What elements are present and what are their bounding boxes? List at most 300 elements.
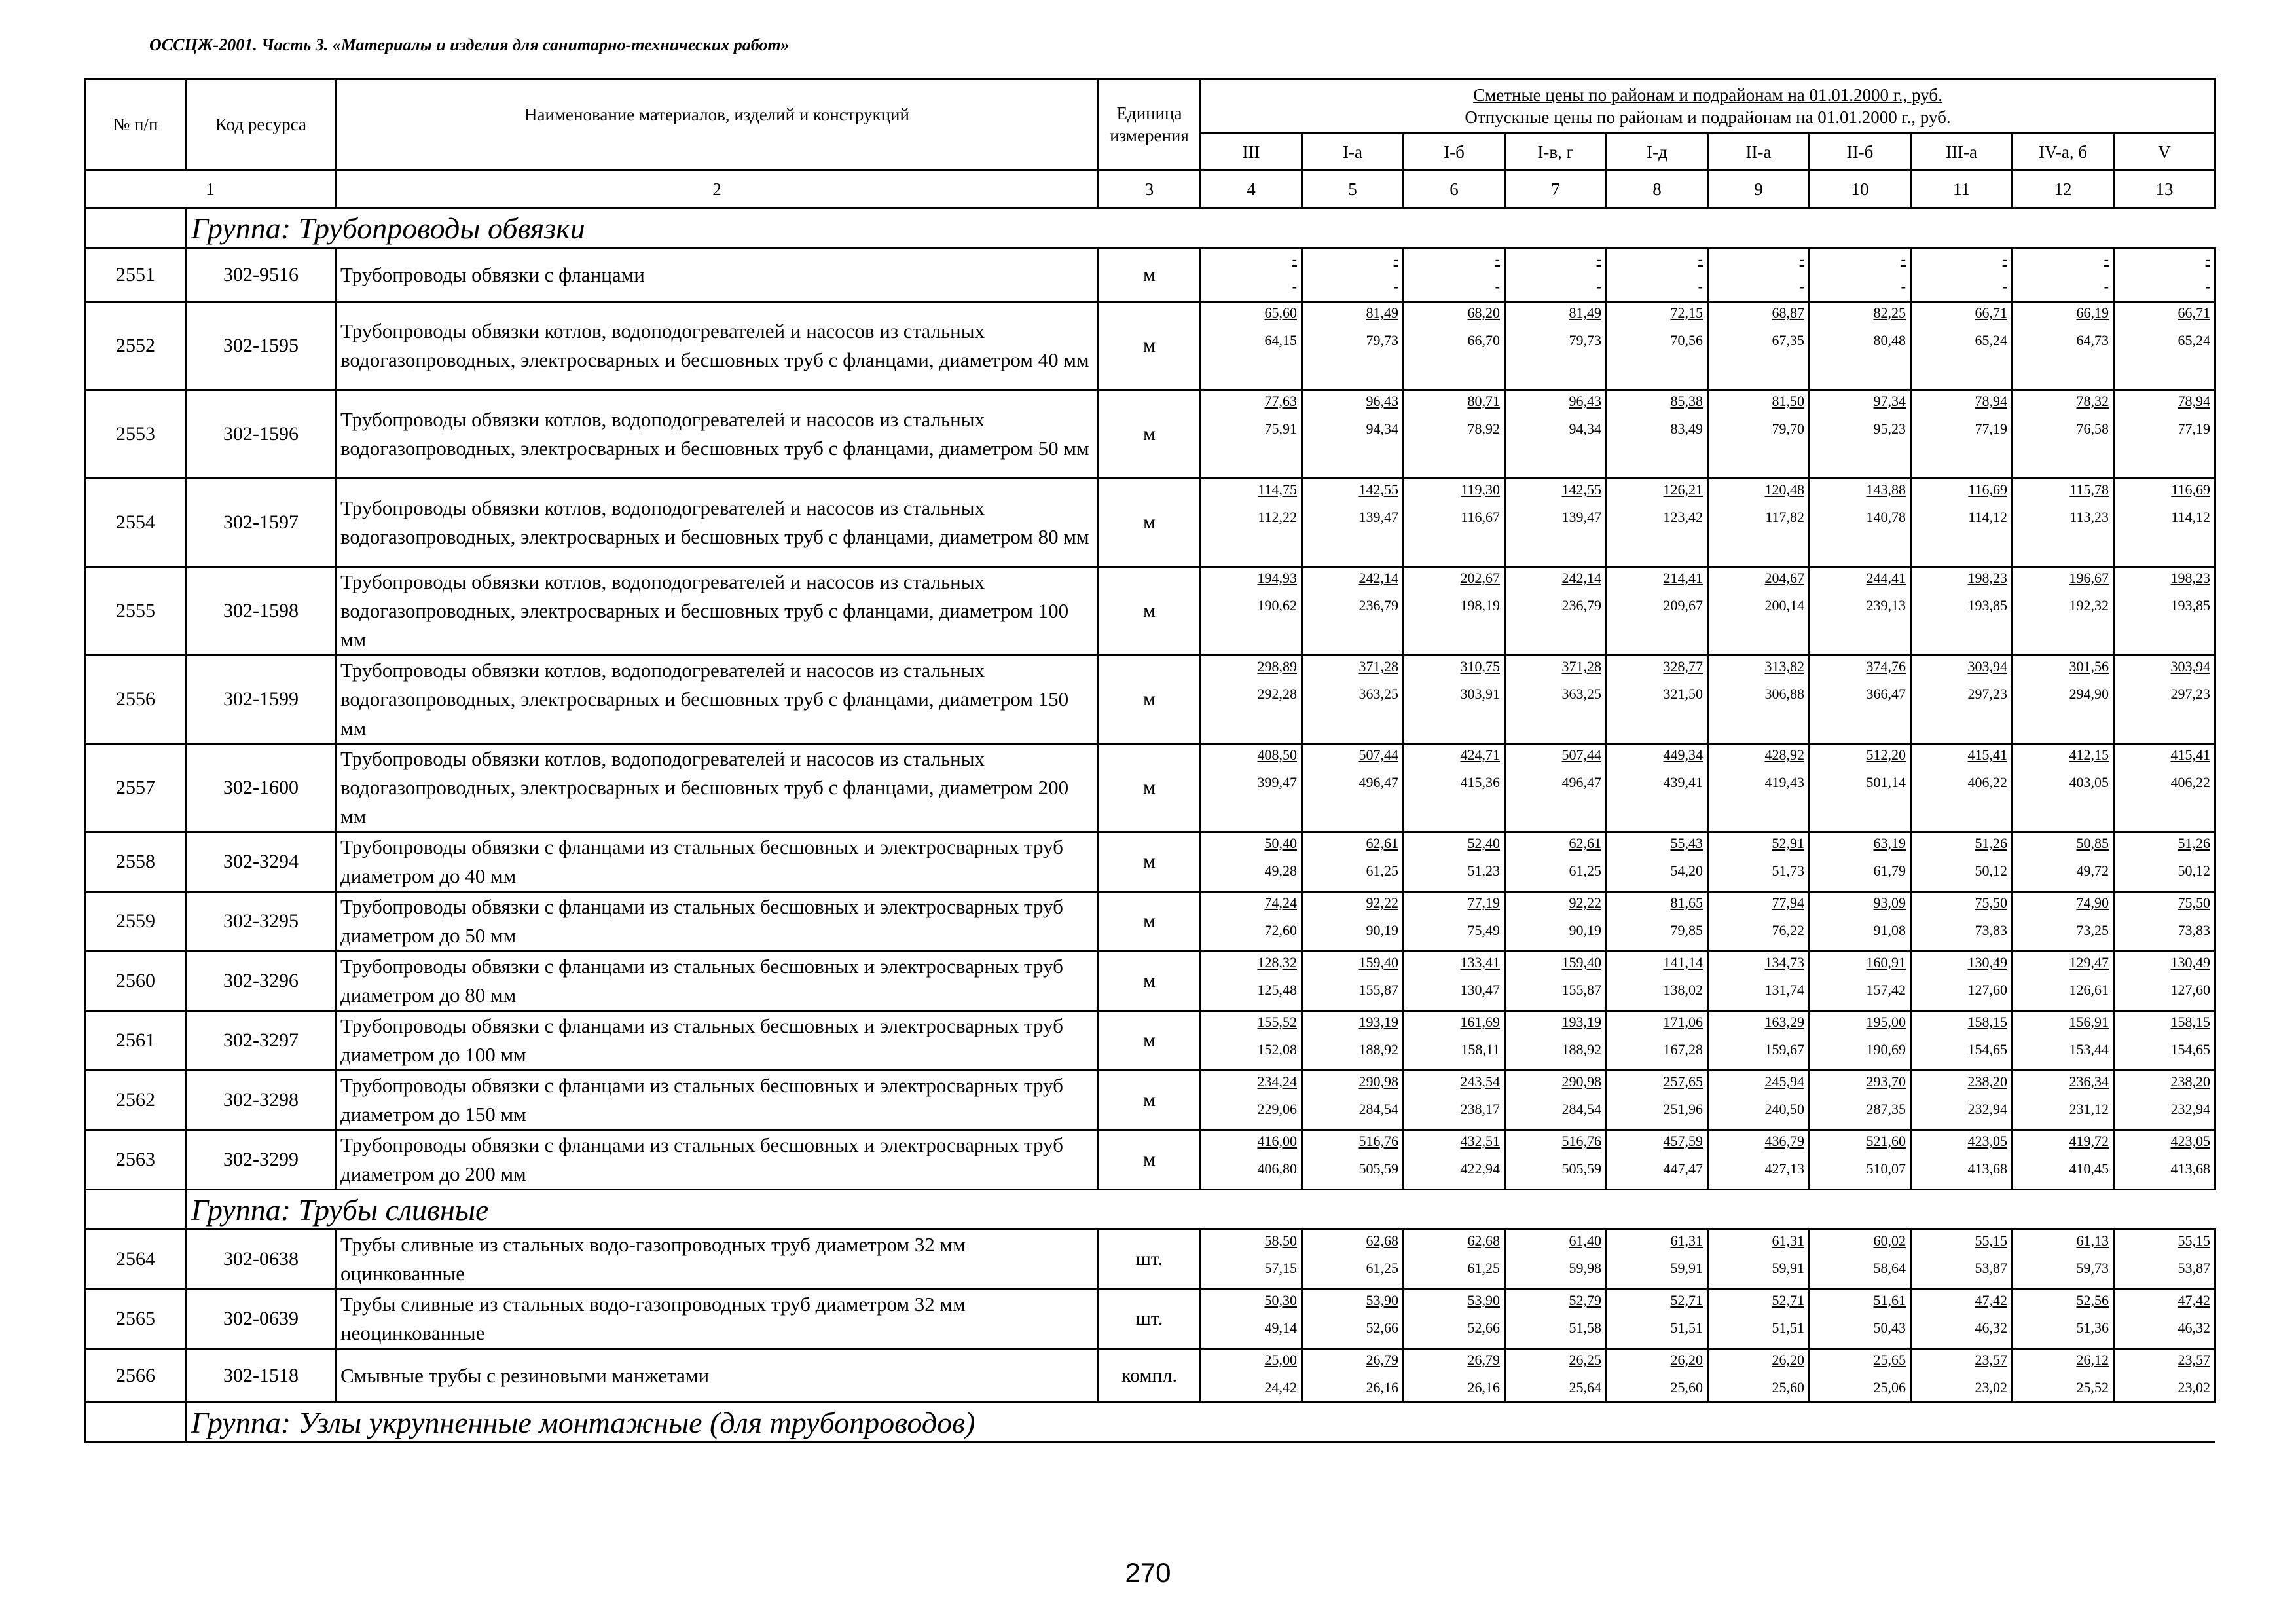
estimate-price: 114,75 — [1258, 481, 1297, 498]
release-price: 496,47 — [1358, 774, 1398, 790]
release-price: 155,87 — [1561, 982, 1601, 998]
estimate-price: 198,23 — [2170, 570, 2210, 586]
item-name: Трубопроводы обвязки котлов, водоподогревателей и насосов из стальных водогазопроводных, электросварных и бесшовных труб с фланцами, диаметром 50 мм — [336, 390, 1099, 479]
price-cell — [1404, 1130, 1505, 1190]
prices-estimate-label: Сметные цены по районам и подрайонам на 01.01.2000 г., руб. — [1473, 85, 1942, 105]
release-price: 26,16 — [1467, 1379, 1500, 1395]
price-cell — [1201, 1011, 1302, 1071]
release-price: 251,96 — [1663, 1101, 1703, 1117]
price-cell — [1810, 1349, 1911, 1403]
estimate-price: 449,34 — [1663, 747, 1703, 763]
estimate-price: 61,13 — [2076, 1232, 2109, 1249]
release-price: 138,02 — [1663, 982, 1703, 998]
row-number: 2553 — [85, 390, 187, 479]
item-name: Трубопроводы обвязки котлов, водоподогревателей и насосов из стальных водогазопроводных, электросварных и бесшовных труб с фланцами, диаметром 40 мм — [336, 302, 1099, 390]
col-header-region: I-в, г — [1505, 134, 1607, 170]
price-cell — [1404, 1230, 1505, 1289]
release-price: - — [1495, 278, 1500, 295]
release-price: 154,65 — [1967, 1041, 2007, 1058]
price-cell — [2114, 1230, 2215, 1289]
estimate-price: 55,15 — [2178, 1232, 2210, 1249]
release-price: 510,07 — [1866, 1160, 1906, 1177]
resource-code: 302-3297 — [187, 1011, 336, 1071]
estimate-price: 55,15 — [1975, 1232, 2007, 1249]
price-cell — [1810, 951, 1911, 1011]
release-price: 192,32 — [2069, 597, 2109, 614]
release-price: 229,06 — [1257, 1101, 1297, 1117]
estimate-price: 77,19 — [1467, 895, 1500, 911]
release-price: 363,25 — [1358, 686, 1398, 702]
price-cell — [1302, 1011, 1404, 1071]
price-cell — [1505, 1230, 1607, 1289]
price-cell — [1810, 248, 1911, 302]
item-name: Трубопроводы обвязки котлов, водоподогревателей и насосов из стальных водогазопроводных, электросварных и бесшовных труб с фланцами, диаметром 150 мм — [336, 655, 1099, 744]
price-cell — [1404, 1289, 1505, 1349]
price-cell — [1404, 892, 1505, 951]
price-cell — [1201, 1230, 1302, 1289]
estimate-price: 92,22 — [1569, 895, 1601, 911]
estimate-price: 81,65 — [1670, 895, 1703, 911]
release-price: 240,50 — [1764, 1101, 1804, 1117]
price-cell — [1505, 1349, 1607, 1403]
group-spacer — [85, 1403, 187, 1443]
unit-cell: м — [1099, 655, 1201, 744]
price-cell — [1302, 479, 1404, 567]
price-cell — [1810, 1011, 1911, 1071]
release-price: 79,73 — [1366, 332, 1398, 348]
item-name: Трубопроводы обвязки котлов, водоподогревателей и насосов из стальных водогазопроводных, электросварных и бесшовных труб с фланцами, диаметром 100 мм — [336, 567, 1099, 655]
estimate-price: 26,79 — [1467, 1352, 1500, 1368]
estimate-price: 58,50 — [1264, 1232, 1297, 1249]
price-cell — [2114, 744, 2215, 832]
release-price: 46,32 — [1975, 1320, 2007, 1336]
unit-cell: м — [1099, 1011, 1201, 1071]
release-price: 239,13 — [1866, 597, 1906, 614]
price-cell — [2013, 567, 2114, 655]
estimate-price: 129,47 — [2069, 954, 2109, 970]
col-index: 13 — [2114, 170, 2215, 208]
release-price: 403,05 — [2069, 774, 2109, 790]
price-cell — [1708, 1230, 1810, 1289]
resource-code: 302-9516 — [187, 248, 336, 302]
estimate-price: - — [1393, 251, 1398, 267]
estimate-price: - — [1698, 251, 1703, 267]
price-cell — [1302, 1230, 1404, 1289]
row-number: 2564 — [85, 1230, 187, 1289]
release-price: 126,61 — [2069, 982, 2109, 998]
price-cell — [1911, 1130, 2013, 1190]
price-cell — [1201, 390, 1302, 479]
estimate-price: 195,00 — [1866, 1014, 1906, 1030]
price-cell — [1302, 951, 1404, 1011]
estimate-price: 53,90 — [1366, 1292, 1398, 1308]
col-header-region: III-а — [1911, 134, 2013, 170]
group-title: Группа: Трубы сливные — [187, 1190, 2215, 1230]
unit-cell: м — [1099, 892, 1201, 951]
estimate-price: 419,72 — [2069, 1133, 2109, 1149]
estimate-price: 161,69 — [1460, 1014, 1500, 1030]
price-cell — [2013, 1011, 2114, 1071]
estimate-price: 244,41 — [1866, 570, 1906, 586]
release-price: 294,90 — [2069, 686, 2109, 702]
price-cell — [2013, 302, 2114, 390]
item-name: Трубопроводы обвязки с фланцами из стальных бесшовных и электросварных труб диаметром до 100 мм — [336, 1011, 1099, 1071]
estimate-price: 408,50 — [1257, 747, 1297, 763]
estimate-price: 194,93 — [1257, 570, 1297, 586]
estimate-price: 51,61 — [1873, 1292, 1906, 1308]
release-price: 67,35 — [1772, 332, 1804, 348]
price-cell — [1607, 1071, 1708, 1130]
release-price: 139,47 — [1358, 509, 1398, 525]
prices-release-label: Отпускные цены по районам и подрайонам на 01.01.2000 г., руб. — [1465, 107, 1951, 127]
estimate-price: 301,56 — [2069, 658, 2109, 674]
table-row — [85, 1130, 2215, 1190]
unit-cell: м — [1099, 567, 1201, 655]
estimate-price: 142,55 — [1358, 481, 1398, 498]
group-title: Группа: Узлы укрупненные монтажные (для трубопроводов) — [187, 1403, 2215, 1443]
estimate-price: 62,61 — [1366, 835, 1398, 851]
release-price: 297,23 — [1967, 686, 2007, 702]
estimate-price: 66,71 — [2178, 304, 2210, 321]
estimate-price: 78,94 — [2178, 393, 2210, 409]
release-price: 292,28 — [1257, 686, 1297, 702]
row-number: 2566 — [85, 1349, 187, 1403]
item-name: Трубопроводы обвязки с фланцами из стальных бесшовных и электросварных труб диаметром до 150 мм — [336, 1071, 1099, 1130]
price-cell — [1302, 892, 1404, 951]
item-name: Трубопроводы обвязки с фланцами из стальных бесшовных и электросварных труб диаметром до 200 мм — [336, 1130, 1099, 1190]
estimate-price: 96,43 — [1366, 393, 1398, 409]
release-price: 90,19 — [1569, 922, 1601, 938]
release-price: 61,25 — [1569, 862, 1601, 879]
price-cell — [1607, 832, 1708, 892]
release-price: 152,08 — [1257, 1041, 1297, 1058]
col-header-region: II-а — [1708, 134, 1810, 170]
price-cell — [1302, 248, 1404, 302]
col-header-region: III — [1201, 134, 1302, 170]
estimate-price: 66,71 — [1975, 304, 2007, 321]
release-price: 25,06 — [1873, 1379, 1906, 1395]
estimate-price: 159,40 — [1561, 954, 1601, 970]
price-cell — [1708, 744, 1810, 832]
release-price: 59,91 — [1670, 1260, 1703, 1276]
release-price: 413,68 — [1967, 1160, 2007, 1177]
price-cell — [1810, 1071, 1911, 1130]
estimate-price: - — [1799, 251, 1804, 267]
release-price: - — [1698, 278, 1703, 295]
price-cell — [1404, 951, 1505, 1011]
release-price: 496,47 — [1561, 774, 1601, 790]
estimate-price: 423,05 — [2170, 1133, 2210, 1149]
estimate-price: 26,79 — [1366, 1352, 1398, 1368]
price-cell — [1607, 390, 1708, 479]
estimate-price: 134,73 — [1764, 954, 1804, 970]
release-price: 50,12 — [1975, 862, 2007, 879]
price-cell — [1201, 1289, 1302, 1349]
release-price: 406,22 — [2170, 774, 2210, 790]
estimate-price: - — [1292, 251, 1297, 267]
price-cell — [1708, 479, 1810, 567]
group-title: Группа: Трубопроводы обвязки — [187, 208, 2215, 248]
price-cell — [2114, 951, 2215, 1011]
estimate-price: 238,20 — [1967, 1073, 2007, 1090]
estimate-price: 159,40 — [1358, 954, 1398, 970]
table-row — [85, 1011, 2215, 1071]
col-index: 4 — [1201, 170, 1302, 208]
price-cell — [1505, 248, 1607, 302]
release-price: - — [1799, 278, 1804, 295]
estimate-price: 371,28 — [1358, 658, 1398, 674]
price-cell — [2114, 567, 2215, 655]
col-index: 5 — [1302, 170, 1404, 208]
resource-code: 302-0639 — [187, 1289, 336, 1349]
estimate-price: 415,41 — [1967, 747, 2007, 763]
item-name: Трубопроводы обвязки с фланцами из стальных бесшовных и электросварных труб диаметром до 40 мм — [336, 832, 1099, 892]
estimate-price: 47,42 — [2178, 1292, 2210, 1308]
price-cell — [1810, 302, 1911, 390]
price-cell — [1505, 1130, 1607, 1190]
estimate-price: 66,19 — [2076, 304, 2109, 321]
release-price: 188,92 — [1358, 1041, 1398, 1058]
price-cell — [1505, 951, 1607, 1011]
release-price: 410,45 — [2069, 1160, 2109, 1177]
release-price: 61,25 — [1366, 862, 1398, 879]
release-price: 95,23 — [1873, 420, 1906, 437]
release-price: 439,41 — [1663, 774, 1703, 790]
release-price: 139,47 — [1561, 509, 1601, 525]
release-price: 66,70 — [1467, 332, 1500, 348]
row-number: 2563 — [85, 1130, 187, 1190]
estimate-price: 116,69 — [1968, 481, 2007, 498]
estimate-price: 75,50 — [2178, 895, 2210, 911]
release-price: 51,36 — [2076, 1320, 2109, 1336]
price-cell — [2013, 390, 2114, 479]
price-cell — [1911, 1289, 2013, 1349]
col-index: 8 — [1607, 170, 1708, 208]
price-cell — [1708, 302, 1810, 390]
price-cell — [2013, 479, 2114, 567]
estimate-price: 52,40 — [1467, 835, 1500, 851]
release-price: 23,02 — [2178, 1379, 2210, 1395]
col-header-region: V — [2114, 134, 2215, 170]
estimate-price: 436,79 — [1764, 1133, 1804, 1149]
table-row — [85, 832, 2215, 892]
release-price: 188,92 — [1561, 1041, 1601, 1058]
release-price: 112,22 — [1258, 509, 1297, 525]
estimate-price: 92,22 — [1366, 895, 1398, 911]
estimate-price: - — [1596, 251, 1601, 267]
price-cell — [2114, 655, 2215, 744]
resource-code: 302-3295 — [187, 892, 336, 951]
unit-cell: м — [1099, 390, 1201, 479]
release-price: 406,80 — [1257, 1160, 1297, 1177]
col-index: 1 — [85, 170, 336, 208]
price-cell — [2114, 1071, 2215, 1130]
col-index: 2 — [336, 170, 1099, 208]
price-cell — [1708, 1289, 1810, 1349]
price-cell — [1911, 1230, 2013, 1289]
price-cell — [1201, 1130, 1302, 1190]
release-price: 91,08 — [1873, 922, 1906, 938]
price-cell — [1505, 302, 1607, 390]
price-cell — [1302, 1349, 1404, 1403]
release-price: 58,64 — [1873, 1260, 1906, 1276]
release-price: - — [2104, 278, 2109, 295]
estimate-price: 50,85 — [2076, 835, 2109, 851]
estimate-price: 128,32 — [1257, 954, 1297, 970]
release-price: 116,67 — [1461, 509, 1500, 525]
release-price: 505,59 — [1561, 1160, 1601, 1177]
price-cell — [1404, 479, 1505, 567]
estimate-price: 158,15 — [2170, 1014, 2210, 1030]
unit-cell: шт. — [1099, 1289, 1201, 1349]
estimate-price: 290,98 — [1358, 1073, 1398, 1090]
estimate-price: 214,41 — [1663, 570, 1703, 586]
group-row — [85, 1190, 2215, 1230]
estimate-price: 141,14 — [1663, 954, 1703, 970]
release-price: 190,69 — [1866, 1041, 1906, 1058]
estimate-price: 62,61 — [1569, 835, 1601, 851]
release-price: 127,60 — [1967, 982, 2007, 998]
row-number: 2562 — [85, 1071, 187, 1130]
release-price: 59,98 — [1569, 1260, 1601, 1276]
release-price: 399,47 — [1257, 774, 1297, 790]
release-price: 51,51 — [1670, 1320, 1703, 1336]
estimate-price: 374,76 — [1866, 658, 1906, 674]
price-cell — [1708, 832, 1810, 892]
release-price: 64,73 — [2076, 332, 2109, 348]
estimate-price: 74,90 — [2076, 895, 2109, 911]
release-price: 447,47 — [1663, 1160, 1703, 1177]
estimate-price: 303,94 — [1967, 658, 2007, 674]
estimate-price: 193,19 — [1358, 1014, 1398, 1030]
table-row — [85, 479, 2215, 567]
unit-cell: м — [1099, 1130, 1201, 1190]
release-price: 73,25 — [2076, 922, 2109, 938]
price-cell — [1404, 832, 1505, 892]
price-cell — [1201, 892, 1302, 951]
estimate-price: 68,20 — [1467, 304, 1500, 321]
price-cell — [1302, 1071, 1404, 1130]
price-cell — [1911, 302, 2013, 390]
estimate-price: 75,50 — [1975, 895, 2007, 911]
release-price: 64,15 — [1264, 332, 1297, 348]
price-cell — [1201, 302, 1302, 390]
price-cell — [1911, 655, 2013, 744]
price-cell — [1404, 744, 1505, 832]
release-price: 505,59 — [1358, 1160, 1398, 1177]
unit-cell: шт. — [1099, 1230, 1201, 1289]
group-spacer — [85, 1190, 187, 1230]
price-cell — [1911, 248, 2013, 302]
row-number: 2552 — [85, 302, 187, 390]
estimate-price: 85,38 — [1670, 393, 1703, 409]
col-index: 10 — [1810, 170, 1911, 208]
release-price: 61,25 — [1467, 1260, 1500, 1276]
table-row — [85, 892, 2215, 951]
resource-code: 302-1598 — [187, 567, 336, 655]
price-cell — [1302, 744, 1404, 832]
estimate-price: 243,54 — [1460, 1073, 1500, 1090]
price-cell — [1404, 567, 1505, 655]
estimate-price: 415,41 — [2170, 747, 2210, 763]
col-index: 6 — [1404, 170, 1505, 208]
release-price: 193,85 — [1967, 597, 2007, 614]
release-price: 80,48 — [1873, 332, 1906, 348]
release-price: 413,68 — [2170, 1160, 2210, 1177]
resource-code: 302-3299 — [187, 1130, 336, 1190]
estimate-price: 310,75 — [1460, 658, 1500, 674]
release-price: - — [1901, 278, 1906, 295]
release-price: - — [2205, 278, 2210, 295]
release-price: 25,64 — [1569, 1379, 1601, 1395]
col-header-code: Код ресурса — [187, 79, 336, 170]
resource-code: 302-3294 — [187, 832, 336, 892]
release-price: 79,70 — [1772, 420, 1804, 437]
price-cell — [1810, 567, 1911, 655]
estimate-price: 293,70 — [1866, 1073, 1906, 1090]
estimate-price: 72,15 — [1670, 304, 1703, 321]
estimate-price: 68,87 — [1772, 304, 1804, 321]
release-price: 123,42 — [1663, 509, 1703, 525]
estimate-price: - — [1495, 251, 1500, 267]
estimate-price: 63,19 — [1873, 835, 1906, 851]
release-price: 76,58 — [2076, 420, 2109, 437]
release-price: - — [1292, 278, 1297, 295]
price-table — [84, 78, 2216, 1443]
price-cell — [1911, 951, 2013, 1011]
price-cell — [1810, 479, 1911, 567]
estimate-price: 52,71 — [1670, 1292, 1703, 1308]
estimate-price: 328,77 — [1663, 658, 1703, 674]
release-price: - — [1393, 278, 1398, 295]
release-price: 50,12 — [2178, 862, 2210, 879]
estimate-price: 115,78 — [2069, 481, 2109, 498]
price-cell — [1810, 1130, 1911, 1190]
resource-code: 302-1597 — [187, 479, 336, 567]
price-cell — [1302, 655, 1404, 744]
price-cell — [1708, 1011, 1810, 1071]
price-cell — [1201, 1349, 1302, 1403]
price-cell — [1302, 390, 1404, 479]
price-cell — [1708, 892, 1810, 951]
estimate-price: 156,91 — [2069, 1014, 2109, 1030]
estimate-price: 52,91 — [1772, 835, 1804, 851]
release-price: 26,16 — [1366, 1379, 1398, 1395]
price-cell — [2013, 832, 2114, 892]
release-price: 61,79 — [1873, 862, 1906, 879]
table-row — [85, 1071, 2215, 1130]
price-cell — [1302, 567, 1404, 655]
price-cell — [1607, 1230, 1708, 1289]
price-cell — [1201, 248, 1302, 302]
price-cell — [2114, 390, 2215, 479]
price-cell — [1505, 655, 1607, 744]
release-price: 23,02 — [1975, 1379, 2007, 1395]
price-cell — [1607, 892, 1708, 951]
estimate-price: 158,15 — [1967, 1014, 2007, 1030]
release-price: 51,58 — [1569, 1320, 1601, 1336]
estimate-price: 428,92 — [1764, 747, 1804, 763]
col-header-region: IV-а, б — [2013, 134, 2114, 170]
unit-cell: м — [1099, 1071, 1201, 1130]
estimate-price: 61,31 — [1670, 1232, 1703, 1249]
release-price: 140,78 — [1866, 509, 1906, 525]
estimate-price: 143,88 — [1866, 481, 1906, 498]
estimate-price: 238,20 — [2170, 1073, 2210, 1090]
release-price: 94,34 — [1366, 420, 1398, 437]
release-price: 287,35 — [1866, 1101, 1906, 1117]
estimate-price: 130,49 — [2170, 954, 2210, 970]
